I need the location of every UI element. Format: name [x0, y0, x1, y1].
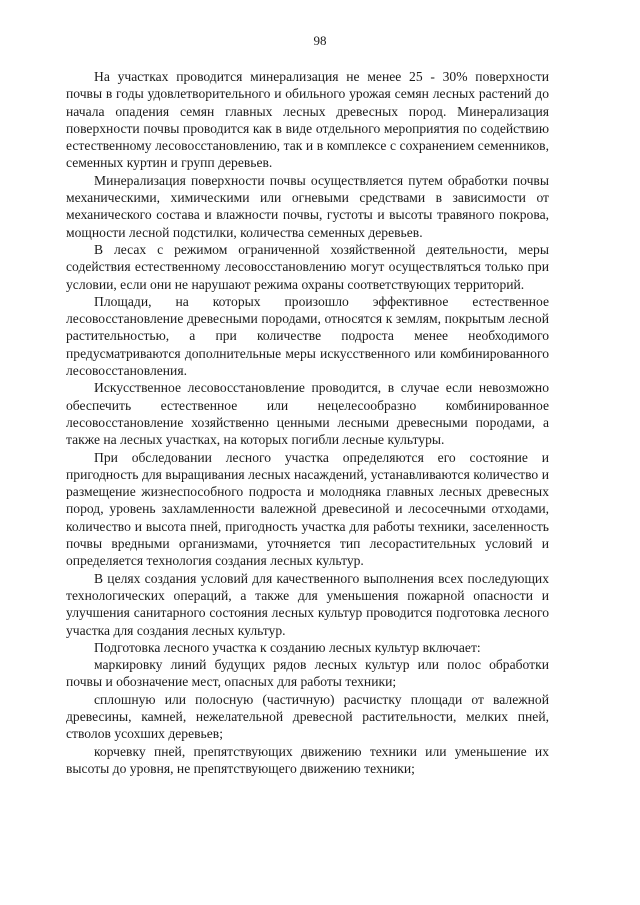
paragraph-9: маркировку линий будущих рядов лесных культур или полос обработки почвы и обозначение мест, опасных для работы техники; — [66, 657, 549, 690]
page-number: 98 — [313, 33, 327, 48]
paragraph-11: корчевку пней, препятствующих движению техники или уменьшение их высоты до уровня, не препятствующего движению техники; — [66, 743, 549, 776]
paragraph-1: На участках проводится минерализация не менее 25 - 30% поверхности почвы в годы удовлетворительного и обильного урожая семян лесных растений до начала опадения семян главных лесных древесных пород. Минерализация поверхности почвы проводится как в виде отдельного мероприятия по содействию естественному лесовосстановлению, так и в комплексе с сохранением семенников, семенных куртин и групп деревьев. — [66, 69, 549, 171]
paragraph-2: Минерализация поверхности почвы осуществляется путем обработки почвы механическими, химическими или огневыми средствами в зависимости от механического состава и влажности почвы, густоты и высоты травяного покрова, мощности лесной подстилки, количества семенных деревьев. — [66, 172, 549, 240]
paragraph-4: Площади, на которых произошло эффективное естественное лесовосстановление древесными породами, относятся к землям, покрытым лесной растительностью, а при количестве подроста менее необходимого предусматриваются дополнительные меры искусственного или комбинированного лесовосстановления. — [66, 293, 549, 379]
paragraph-10: сплошную или полосную (частичную) расчистку площади от валежной древесины, камней, нежелательной древесной растительности, мелких пней, стволов усохших деревьев; — [66, 691, 549, 742]
paragraph-5: Искусственное лесовосстановление проводится, в случае если невозможно обеспечить естественное или нецелесообразно комбинированное лесовосстановление хозяйственно ценными лесными древесными породами, а также на лесных участках, на которых погибли лесные культуры. — [66, 380, 549, 448]
paragraph-7: В целях создания условий для качественного выполнения всех последующих технологических операций, а также для уменьшения пожарной опасности и улучшения санитарного состояния лесных культур проводится подготовка лесного участка для создания лесных культур. — [66, 570, 549, 638]
paragraph-6: При обследовании лесного участка определяются его состояние и пригодность для выращивания лесных насаждений, устанавливаются количество и размещение жизнеспособного подроста и молодняка главных лесных древесных пород, уровень захламленности валежной древесиной и лесосечными отходами, количество и высота пней, пригодность участка для работы техники, заселенность почвы вредными организмами, уточняется тип лесорастительных условий и определяется технология создания лесных культур. — [66, 449, 549, 569]
paragraph-3: В лесах с режимом ограниченной хозяйственной деятельности, меры содействия естественному лесовосстановлению могут осуществляться только при условии, если они не нарушают режима охраны соответствующих территорий. — [66, 241, 549, 292]
body-text — [66, 68, 549, 777]
paragraph-8: Подготовка лесного участка к созданию лесных культур включает: — [94, 639, 481, 655]
